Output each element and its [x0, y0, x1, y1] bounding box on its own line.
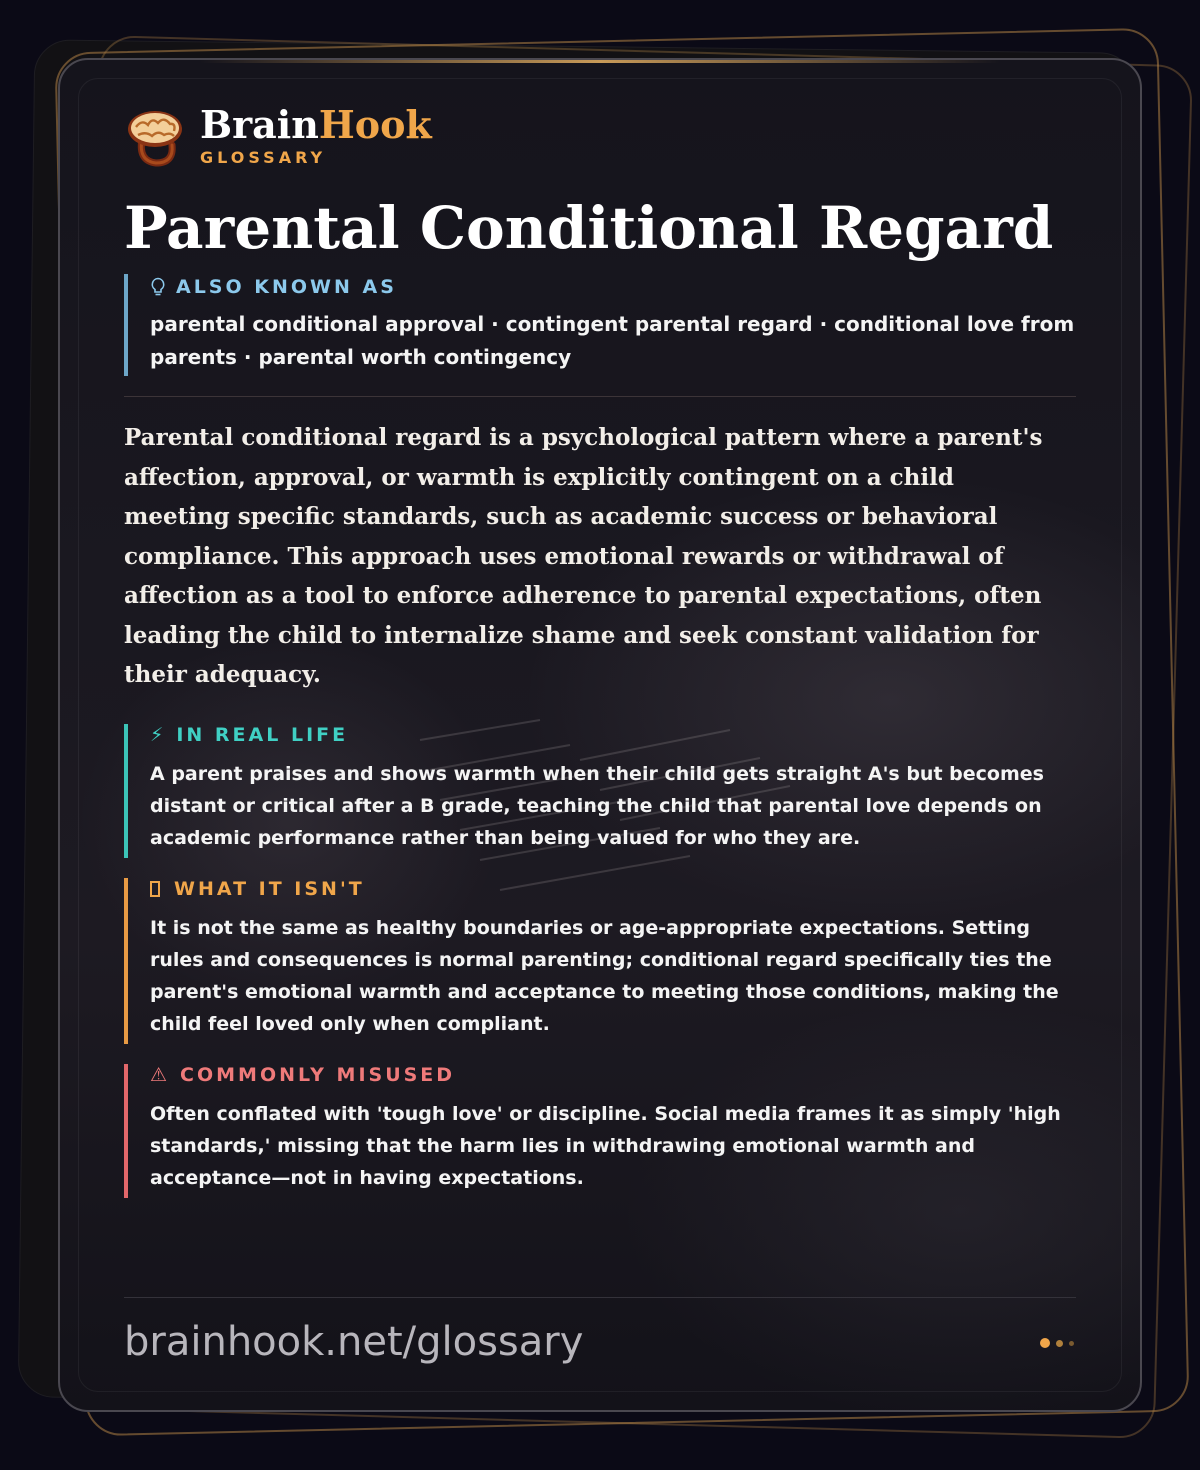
brain-hook-logo-icon	[124, 105, 186, 167]
in-real-life-text: A parent praises and shows warmth when their child gets straight A's but becomes distant or critical after a B grade, teaching the child that parental love depends on academic performance rather than being valued for who they are.	[150, 763, 1044, 849]
section-divider	[124, 396, 1076, 397]
in-real-life-section	[124, 724, 1076, 858]
commonly-misused-label: COMMONLY MISUSED	[180, 1064, 456, 1086]
also-known-as-label: ALSO KNOWN AS	[176, 276, 397, 298]
warning-icon: ⚠	[150, 1064, 171, 1086]
dot	[1069, 1341, 1074, 1346]
brand-header	[124, 104, 432, 167]
glossary-card	[58, 58, 1142, 1412]
commonly-misused-text: Often conflated with 'tough love' or discipline. Social media frames it as simply 'high standards,' missing that the harm lies in withdrawing emotional warmth and acceptance—not in having expectations.	[150, 1103, 1061, 1189]
missing-glyph-box-icon	[150, 881, 160, 897]
what-it-isnt-label: WHAT IT ISN'T	[174, 878, 365, 900]
what-it-isnt-text: It is not the same as healthy boundaries or age-appropriate expectations. Setting rules and consequences is normal parenting; conditional regard specifically ties the parent's emotional warmth and acceptance to meeting those conditions, making the child feel loved only when compliant.	[150, 917, 1059, 1035]
term-title: Parental Conditional Regard	[124, 194, 1054, 262]
card-top-accent-line	[200, 60, 1000, 63]
brand-name-hook: Hook	[318, 102, 432, 147]
term-definition: Parental conditional regard is a psychological pattern where a parent's affection, approval, or warmth is explicitly contingent on a child meeting specific standards, such as academic success or behavioral compliance. This approach uses emotional rewards or withdrawal of affection as a tool to enforce adherence to parental expectations, often leading the child to internalize shame and seek constant validation for their adequacy.	[124, 424, 1043, 688]
what-it-isnt-section	[124, 878, 1076, 1044]
pagination-dots	[1040, 1338, 1080, 1348]
footer-url[interactable]: brainhook.net/glossary	[124, 1319, 584, 1365]
brand-name	[200, 104, 432, 146]
lightbulb-icon	[150, 277, 166, 297]
brand-name-brain: Brain	[200, 102, 319, 147]
dot-active	[1040, 1338, 1050, 1348]
dot	[1056, 1340, 1063, 1347]
commonly-misused-section	[124, 1064, 1076, 1198]
footer-divider	[124, 1297, 1076, 1298]
lightning-icon: ⚡	[150, 724, 167, 746]
in-real-life-label: IN REAL LIFE	[176, 724, 349, 746]
brand-subtitle: GLOSSARY	[200, 148, 327, 167]
also-known-as-section	[124, 274, 1076, 376]
also-known-as-text: parental conditional approval · contingent parental regard · conditional love from parents · parental worth contingency	[150, 312, 1075, 369]
